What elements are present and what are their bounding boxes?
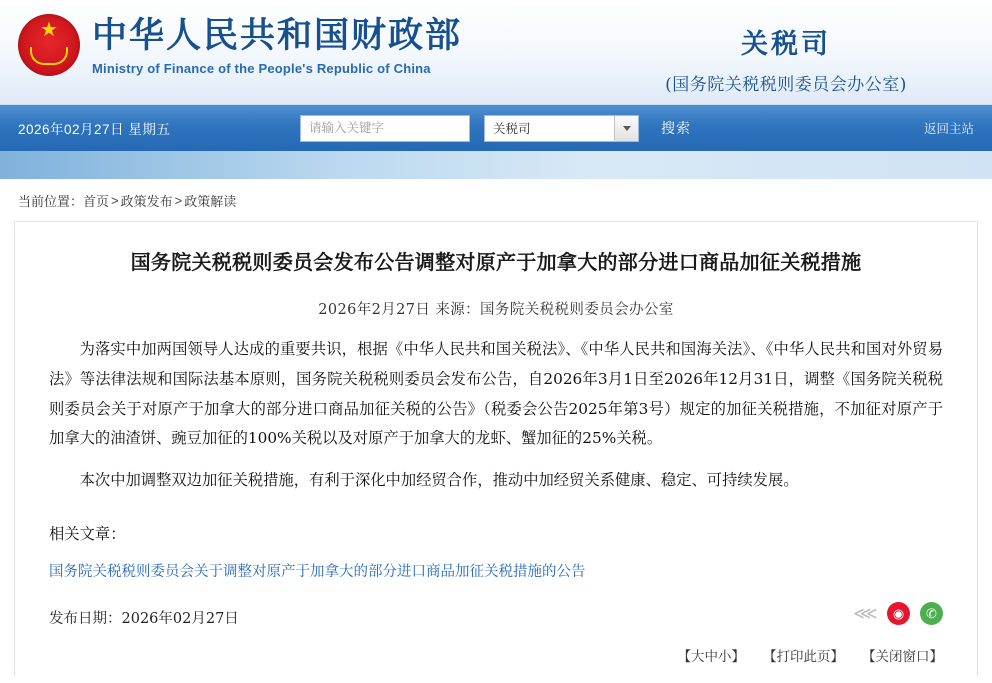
article-paragraph: 为落实中加两国领导人达成的重要共识，根据《中华人民共和国关税法》、《中华人民共和国海关法》、《中华人民共和国对外贸易法》等法律法规和国际法基本原则，国务院关税税则委员会发布公告，自2026年3月1日至2026年12月31日，调整《国务院关税税则委员会关于对原产于加拿大的部分进口商品加征关税的公告》（税委会公告2025年第3号）规定的加征关税措施，不加征对原产于加拿大的油渣饼、豌豆加征的100%关税以及对原产于加拿大的龙虾、蟹加征的25%关税。 <box>49 340 943 448</box>
weibo-icon[interactable]: ◉ <box>887 602 910 625</box>
chevron-down-icon[interactable] <box>614 116 638 141</box>
print-page-tool[interactable]: 【打印此页】 <box>763 649 844 665</box>
ministry-name-cn: 中华人民共和国财政部 <box>92 15 463 56</box>
breadcrumb-prefix: 当前位置： <box>18 193 84 209</box>
search-bar <box>0 105 992 151</box>
current-date: 2026年02月27日 星期五 <box>18 122 171 137</box>
national-emblem-icon <box>18 14 80 76</box>
share-row <box>854 602 943 625</box>
related-articles-heading: 相关文章： <box>49 525 126 544</box>
breadcrumb-separator: > <box>174 192 183 208</box>
breadcrumb-item-policy-release[interactable]: 政策发布 <box>120 193 173 209</box>
search-category-value: 关税司 <box>493 122 531 136</box>
share-icon[interactable]: ⋘ <box>853 603 878 623</box>
article-body <box>49 335 943 496</box>
breadcrumb-separator: > <box>111 192 119 208</box>
related-article-link[interactable]: 国务院关税税则委员会关于调整对原产于加拿大的部分进口商品加征关税措施的公告 <box>49 564 586 581</box>
department-name: 关税司 <box>741 29 831 60</box>
article-meta: 2026年2月27日 来源：国务院关税税则委员会办公室 <box>318 302 674 318</box>
article-card <box>14 221 978 677</box>
close-window-tool[interactable]: 【关闭窗口】 <box>862 649 943 665</box>
search-button[interactable]: 搜索 <box>655 117 697 139</box>
breadcrumb-item-policy-interpretation[interactable]: 政策解读 <box>184 193 237 209</box>
breadcrumb <box>0 179 992 221</box>
ministry-name-en: Ministry of Finance of the People's Republic of China <box>92 61 431 77</box>
department-block <box>596 22 976 95</box>
font-size-tool[interactable]: 【大中小】 <box>677 649 745 665</box>
search-category-select[interactable] <box>484 115 639 142</box>
site-header <box>0 0 992 105</box>
decorative-banner <box>0 151 992 179</box>
department-subtitle: (国务院关税税则委员会办公室) <box>665 75 907 95</box>
article-paragraph: 本次中加调整双边加征关税措施，有利于深化中加经贸合作，推动中加经贸关系健康、稳定、可持续发展。 <box>79 471 799 490</box>
search-controls <box>300 115 697 142</box>
page-title: 国务院关税税则委员会发布公告调整对原产于加拿大的部分进口商品加征关税措施 <box>130 250 862 274</box>
back-to-main-site-link[interactable]: 返回主站 <box>923 122 974 136</box>
ministry-title-block <box>92 14 462 76</box>
breadcrumb-item-home[interactable]: 首页 <box>83 193 110 209</box>
wechat-icon[interactable]: ✆ <box>920 602 943 625</box>
article-tools <box>678 645 944 665</box>
header-brand <box>18 14 462 76</box>
search-input[interactable] <box>300 115 470 142</box>
publish-date: 发布日期：2026年02月27日 <box>49 611 239 628</box>
